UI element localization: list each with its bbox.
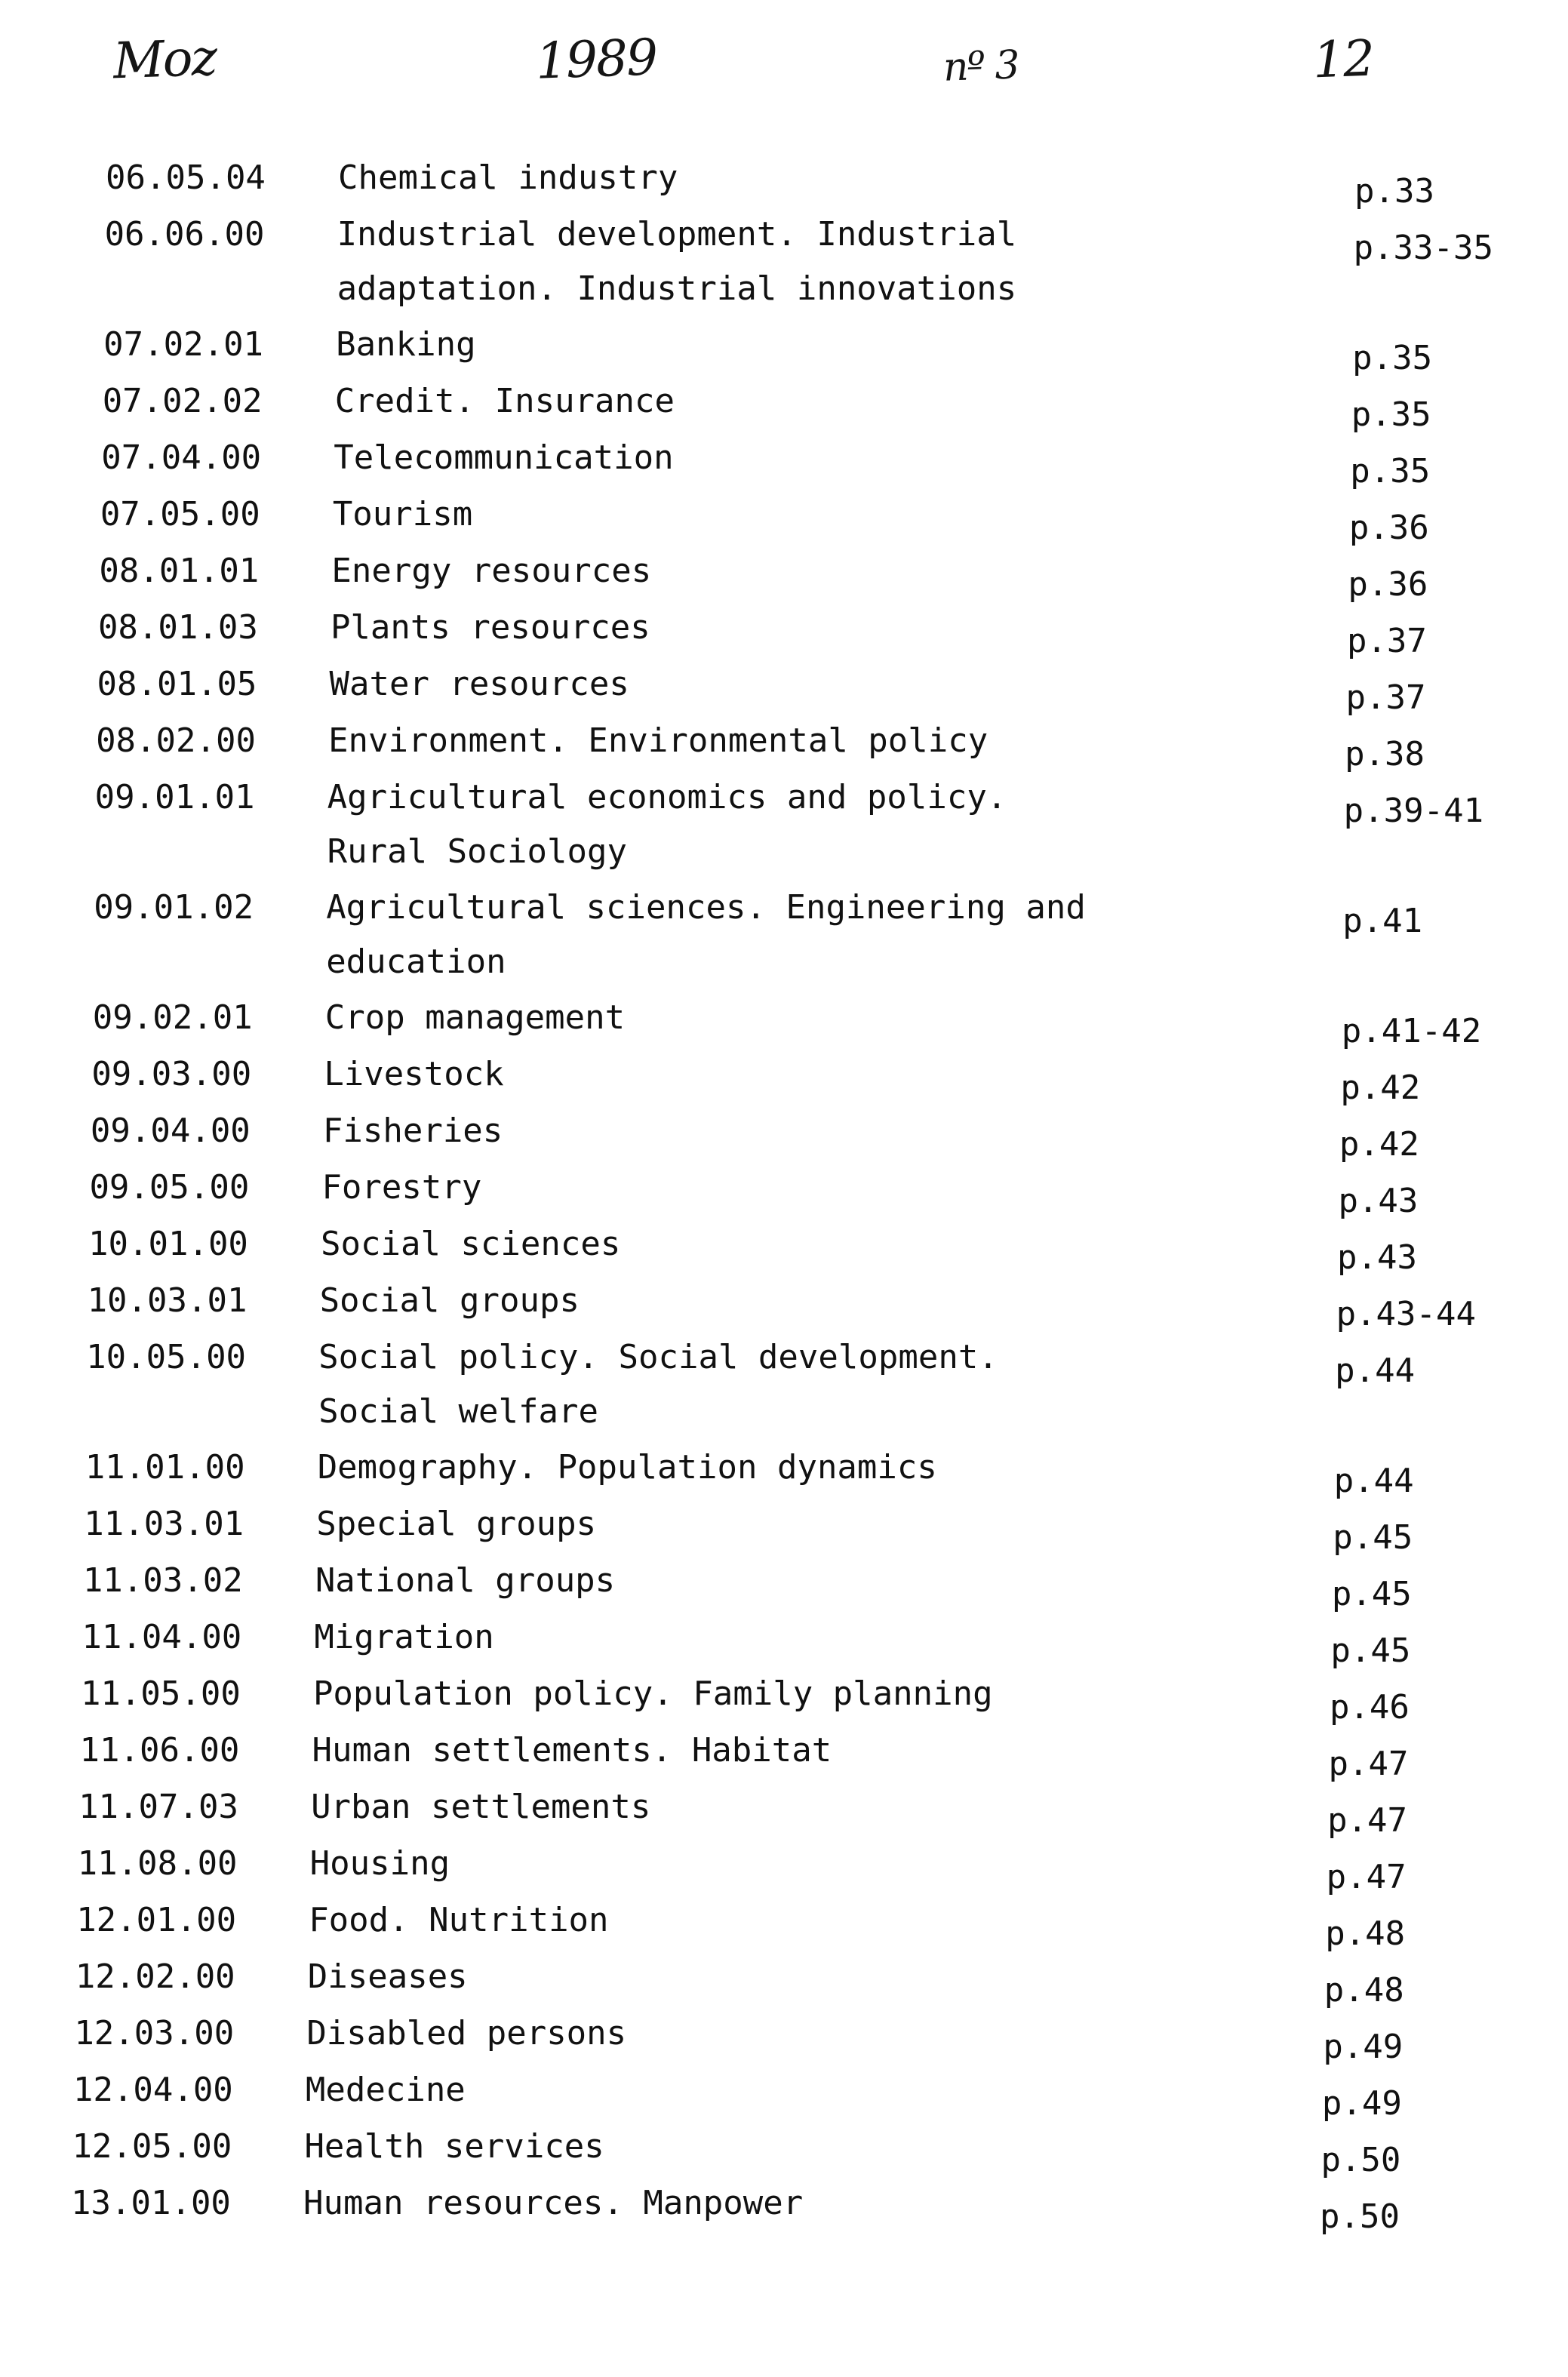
classification-code: 06.05.04 <box>106 158 266 197</box>
index-entry <box>0 1893 1568 1953</box>
subject-line: Crop management <box>324 998 626 1037</box>
index-entry <box>0 208 1568 318</box>
index-entry <box>0 1950 1568 2010</box>
page-reference: p.39-41 <box>1343 792 1484 830</box>
subject-heading <box>333 487 472 542</box>
handwritten-country-code: Moz <box>112 28 217 91</box>
page-reference: p.37 <box>1346 622 1427 660</box>
page-reference: p.44 <box>1333 1462 1414 1500</box>
subject-heading <box>314 1610 493 1665</box>
classification-code: 09.02.01 <box>92 998 253 1037</box>
page-reference: p.42 <box>1339 1125 1419 1164</box>
classification-code: 10.03.01 <box>87 1281 247 1320</box>
page-reference: p.48 <box>1324 1971 1404 2010</box>
subject-heading <box>311 1780 650 1834</box>
subject-line: education <box>326 942 506 981</box>
subject-heading <box>309 1893 608 1948</box>
subject-heading <box>318 1441 937 1495</box>
subject-line: Diseases <box>307 1957 468 1996</box>
subject-line: Social welfare <box>318 1392 598 1431</box>
page-reference: p.43-44 <box>1336 1295 1476 1333</box>
classification-code: 12.04.00 <box>72 2071 233 2109</box>
subject-heading <box>306 2006 626 2061</box>
subject-heading <box>336 318 475 372</box>
subject-line: Urban settlements <box>311 1788 651 1826</box>
subject-heading <box>315 1554 615 1608</box>
subject-heading <box>324 1047 503 1102</box>
subject-line: adaptation. Industrial innovations <box>337 269 1017 308</box>
index-entry <box>0 1497 1568 1557</box>
index-entry <box>0 657 1568 717</box>
index-entry <box>0 544 1568 604</box>
subject-line: Energy resources <box>331 552 652 590</box>
subject-heading <box>306 2063 466 2117</box>
subject-heading <box>321 1217 620 1272</box>
page-reference: p.41 <box>1342 902 1423 940</box>
page-reference: p.41-42 <box>1341 1012 1482 1050</box>
page-reference: p.50 <box>1321 2141 1401 2179</box>
subject-heading <box>308 1950 468 2004</box>
subject-line: Social sciences <box>321 1225 621 1263</box>
index-entry <box>0 2176 1568 2236</box>
classification-code: 09.04.00 <box>90 1112 251 1150</box>
subject-line: Agricultural economics and policy. <box>327 778 1007 816</box>
classification-code: 07.02.01 <box>103 325 264 364</box>
index-entry <box>0 431 1568 490</box>
classification-code: 08.01.01 <box>99 552 260 590</box>
classification-code: 11.06.00 <box>79 1731 240 1770</box>
index-entry <box>0 1724 1568 1783</box>
subject-heading <box>334 431 673 485</box>
index-entry <box>0 714 1568 773</box>
subject-line: Banking <box>336 325 476 364</box>
index-entry <box>0 318 1568 377</box>
subject-heading <box>303 2176 803 2231</box>
subject-heading <box>313 1667 993 1721</box>
page-reference: p.42 <box>1340 1069 1421 1107</box>
classification-code: 09.03.00 <box>91 1055 252 1093</box>
classification-code: 11.05.00 <box>80 1674 241 1713</box>
subject-heading <box>327 770 1007 879</box>
classification-code: 09.05.00 <box>89 1168 250 1207</box>
subject-line: Population policy. Family planning <box>312 1674 993 1713</box>
page-reference: p.45 <box>1333 1518 1413 1557</box>
classification-code: 08.02.00 <box>96 721 256 760</box>
subject-line: Tourism <box>332 495 473 534</box>
classification-code: 12.02.00 <box>75 1957 235 1996</box>
classification-code: 08.01.03 <box>97 608 258 647</box>
classification-code: 12.05.00 <box>72 2127 232 2166</box>
page-reference: p.46 <box>1329 1688 1410 1727</box>
index-entry <box>0 1441 1568 1500</box>
page-reference: p.38 <box>1345 735 1425 773</box>
index-entry <box>0 487 1568 547</box>
subject-heading <box>331 544 651 598</box>
index-entry <box>0 374 1568 434</box>
subject-heading <box>304 2120 604 2174</box>
subject-heading <box>320 1274 580 1328</box>
subject-heading <box>316 1497 596 1551</box>
subject-line: Water resources <box>329 665 629 703</box>
classification-code: 11.07.03 <box>78 1788 238 1826</box>
page-reference: p.49 <box>1323 2028 1404 2066</box>
classification-code: 07.05.00 <box>100 495 260 534</box>
index-entry <box>0 151 1568 211</box>
subject-line: Demography. Population dynamics <box>317 1448 937 1487</box>
classification-code: 11.04.00 <box>81 1618 242 1656</box>
page-reference: p.47 <box>1327 1801 1408 1840</box>
page-reference: p.44 <box>1335 1351 1416 1390</box>
subject-heading <box>335 374 675 429</box>
subject-line: Housing <box>309 1844 450 1883</box>
subject-heading <box>330 657 629 712</box>
classification-code: 08.01.05 <box>97 665 257 703</box>
classification-code: 06.06.00 <box>104 215 265 254</box>
subject-heading <box>323 1104 503 1158</box>
page-reference: p.47 <box>1328 1745 1409 1783</box>
classification-code: 07.04.00 <box>101 438 262 477</box>
page-reference: p.35 <box>1351 395 1431 434</box>
subject-line: Special groups <box>316 1505 597 1543</box>
subject-heading <box>312 1724 832 1778</box>
subject-line: Telecommunication <box>334 438 674 477</box>
page-reference: p.33-35 <box>1353 229 1493 267</box>
handwritten-year: 1989 <box>534 28 658 91</box>
subject-line: Food. Nutrition <box>309 1901 609 1939</box>
subject-line: Migration <box>314 1618 494 1656</box>
page-reference: p.49 <box>1321 2084 1402 2123</box>
handwritten-page-number: 12 <box>1311 29 1375 90</box>
subject-heading <box>325 991 625 1045</box>
subject-heading <box>318 1330 998 1439</box>
subject-line: Agricultural sciences. Engineering and <box>326 888 1086 927</box>
page-reference: p.35 <box>1352 339 1433 377</box>
page-reference: p.36 <box>1348 565 1428 604</box>
index-entry <box>0 1554 1568 1613</box>
index-entry <box>0 601 1568 660</box>
index-entry <box>0 1274 1568 1333</box>
subject-line: Human resources. Manpower <box>303 2184 804 2222</box>
subject-line: Environment. Environmental policy <box>328 721 988 760</box>
page-reference: p.47 <box>1326 1858 1407 1896</box>
classification-code: 09.01.02 <box>94 888 254 927</box>
subject-heading <box>337 208 1017 316</box>
page-reference: p.33 <box>1354 172 1434 211</box>
index-entry <box>0 1330 1568 1441</box>
subject-heading <box>338 151 678 205</box>
classification-code: 12.03.00 <box>74 2014 235 2053</box>
subject-line: Social groups <box>319 1281 580 1320</box>
page-reference: p.50 <box>1320 2197 1400 2236</box>
index-entry <box>0 991 1568 1050</box>
subject-heading <box>326 881 1086 989</box>
subject-line: Livestock <box>324 1055 504 1093</box>
page-reference: p.36 <box>1348 509 1429 547</box>
handwritten-issue-number: nº 3 <box>942 42 1019 91</box>
index-entry <box>0 770 1568 881</box>
classification-code: 07.02.02 <box>102 382 263 420</box>
index-entry <box>0 1837 1568 1896</box>
page-reference: p.45 <box>1331 1575 1412 1613</box>
subject-heading <box>310 1837 450 1891</box>
classification-code: 13.01.00 <box>71 2184 231 2222</box>
classification-code: 11.03.01 <box>84 1505 244 1543</box>
page-reference: p.37 <box>1345 678 1426 717</box>
page-reference: p.45 <box>1330 1631 1411 1670</box>
subject-line: Forestry <box>321 1168 482 1207</box>
index-entry <box>0 881 1568 991</box>
index-entry <box>0 1104 1568 1164</box>
index-entry <box>0 2006 1568 2066</box>
subject-heading <box>331 601 650 655</box>
subject-line: Fisheries <box>322 1112 503 1150</box>
page-reference: p.48 <box>1325 1914 1406 1953</box>
subject-line: Plants resources <box>330 608 650 647</box>
subject-line: Industrial development. Industrial <box>337 215 1017 254</box>
index-entry <box>0 1610 1568 1670</box>
subject-line: National groups <box>315 1561 616 1600</box>
index-entry <box>0 1780 1568 1840</box>
classification-code: 10.01.00 <box>88 1225 248 1263</box>
subject-heading <box>321 1161 481 1215</box>
index-entry <box>0 1217 1568 1277</box>
page-reference: p.35 <box>1350 452 1431 490</box>
classification-code: 11.01.00 <box>85 1448 245 1487</box>
subject-line: Social policy. Social development. <box>318 1338 998 1376</box>
index-entry <box>0 1047 1568 1107</box>
subject-index-list <box>0 151 1568 2236</box>
classification-code: 12.01.00 <box>76 1901 237 1939</box>
subject-line: Chemical industry <box>338 158 678 197</box>
subject-line: Credit. Insurance <box>334 382 675 420</box>
classification-code: 10.05.00 <box>86 1338 247 1376</box>
index-entry <box>0 2063 1568 2123</box>
subject-line: Human settlements. Habitat <box>312 1731 832 1770</box>
index-entry <box>0 1161 1568 1220</box>
classification-code: 11.03.02 <box>82 1561 243 1600</box>
index-entry <box>0 2120 1568 2179</box>
classification-code: 11.08.00 <box>77 1844 238 1883</box>
subject-line: Disabled persons <box>306 2014 627 2053</box>
page-reference: p.43 <box>1338 1182 1419 1220</box>
subject-line: Medecine <box>305 2071 466 2109</box>
subject-heading <box>328 714 988 768</box>
page-reference: p.43 <box>1337 1238 1417 1277</box>
subject-line: Health services <box>304 2127 604 2166</box>
classification-code: 09.01.01 <box>94 778 255 816</box>
subject-line: Rural Sociology <box>327 832 627 871</box>
index-entry <box>0 1667 1568 1727</box>
